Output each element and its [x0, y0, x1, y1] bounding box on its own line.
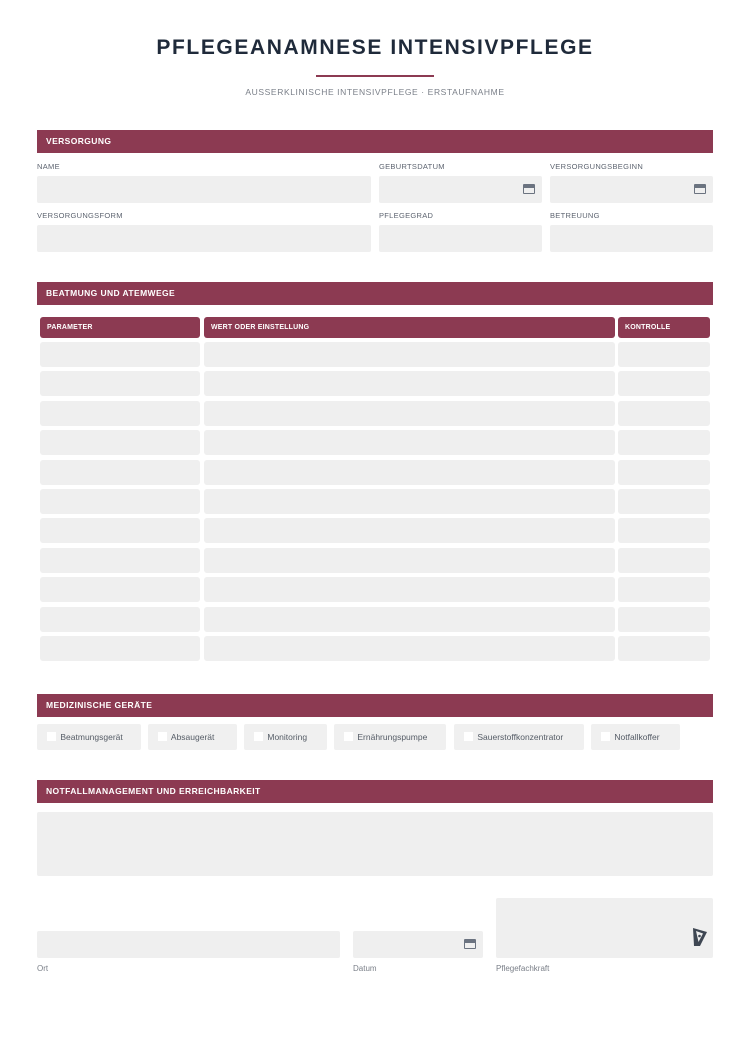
- cell-wert[interactable]: [204, 430, 615, 455]
- cell-parameter[interactable]: [40, 460, 200, 485]
- checkbox-label: Notfallkoffer: [614, 732, 660, 742]
- name-field[interactable]: [37, 176, 371, 203]
- geburtsdatum-label: GEBURTSDATUM: [379, 162, 445, 171]
- cell-wert[interactable]: [204, 607, 615, 632]
- cell-wert[interactable]: [204, 342, 615, 367]
- versorgungsbeginn-field[interactable]: [550, 176, 713, 203]
- datum-field[interactable]: [353, 931, 483, 958]
- checkbox-label: Monitoring: [267, 732, 308, 742]
- calendar-icon[interactable]: [464, 939, 476, 949]
- checkbox-label: Absaugerät: [170, 732, 215, 742]
- checkbox-box[interactable]: [158, 732, 167, 741]
- pflegegrad-field[interactable]: [379, 225, 542, 252]
- title-underline: [316, 75, 434, 77]
- cell-parameter[interactable]: [40, 430, 200, 455]
- checkbox-label: Ernährungspumpe: [357, 732, 428, 742]
- section-heading-beatmung: BEATMUNG UND ATEMWEGE: [37, 282, 713, 305]
- checkbox-ernaehrungspumpe[interactable]: [334, 724, 446, 750]
- checkbox-sauerstoffkonzentrator[interactable]: [454, 724, 584, 750]
- cell-parameter[interactable]: [40, 607, 200, 632]
- cell-kontrolle[interactable]: [618, 371, 710, 396]
- name-label: NAME: [37, 162, 60, 171]
- column-header-kontrolle: KONTROLLE: [618, 317, 710, 338]
- page-subtitle: AUSSERKLINISCHE INTENSIVPFLEGE · ERSTAUFNAHME: [245, 87, 505, 97]
- datum-label: Datum: [353, 964, 377, 973]
- cell-kontrolle[interactable]: [618, 489, 710, 514]
- ort-field[interactable]: [37, 931, 340, 958]
- cell-wert[interactable]: [204, 548, 615, 573]
- checkbox-label: Beatmungsgerät: [60, 732, 123, 742]
- column-header-parameter: PARAMETER: [40, 317, 200, 338]
- section-heading-versorgung: VERSORGUNG: [37, 130, 713, 153]
- versorgungsbeginn-label: VERSORGUNGSBEGINN: [550, 162, 644, 171]
- section-heading-geraete: MEDIZINISCHE GERÄTE: [37, 694, 713, 717]
- checkbox-beatmungsgeraet[interactable]: [37, 724, 141, 750]
- column-header-wert: WERT ODER EINSTELLUNG: [204, 317, 615, 338]
- cell-kontrolle[interactable]: [618, 518, 710, 543]
- calendar-icon[interactable]: [694, 184, 706, 194]
- cell-parameter[interactable]: [40, 401, 200, 426]
- cell-parameter[interactable]: [40, 342, 200, 367]
- cell-parameter[interactable]: [40, 489, 200, 514]
- pen-nib-icon: [691, 926, 709, 948]
- geburtsdatum-field[interactable]: [379, 176, 542, 203]
- cell-wert[interactable]: [204, 371, 615, 396]
- cell-kontrolle[interactable]: [618, 460, 710, 485]
- checkbox-notfallkoffer[interactable]: [591, 724, 680, 750]
- betreuung-label: BETREUUNG: [550, 211, 600, 220]
- cell-parameter[interactable]: [40, 636, 200, 661]
- checkbox-box[interactable]: [464, 732, 473, 741]
- cell-parameter[interactable]: [40, 518, 200, 543]
- checkbox-box[interactable]: [601, 732, 610, 741]
- cell-wert[interactable]: [204, 518, 615, 543]
- cell-wert[interactable]: [204, 401, 615, 426]
- section-heading-notfall: NOTFALLMANAGEMENT UND ERREICHBARKEIT: [37, 780, 713, 803]
- signature-field[interactable]: [496, 898, 713, 958]
- versorgungsform-field[interactable]: [37, 225, 371, 252]
- cell-wert[interactable]: [204, 460, 615, 485]
- cell-kontrolle[interactable]: [618, 401, 710, 426]
- checkbox-box[interactable]: [254, 732, 263, 741]
- calendar-icon[interactable]: [523, 184, 535, 194]
- versorgungsform-label: VERSORGUNGSFORM: [37, 211, 123, 220]
- cell-wert[interactable]: [204, 489, 615, 514]
- cell-parameter[interactable]: [40, 548, 200, 573]
- checkbox-box[interactable]: [344, 732, 353, 741]
- cell-parameter[interactable]: [40, 577, 200, 602]
- cell-kontrolle[interactable]: [618, 342, 710, 367]
- checkbox-label: Sauerstoffkonzentrator: [477, 732, 564, 742]
- checkbox-box[interactable]: [47, 732, 56, 741]
- pflegegrad-label: PFLEGEGRAD: [379, 211, 434, 220]
- betreuung-field[interactable]: [550, 225, 713, 252]
- cell-kontrolle[interactable]: [618, 548, 710, 573]
- cell-parameter[interactable]: [40, 371, 200, 396]
- cell-kontrolle[interactable]: [618, 430, 710, 455]
- checkbox-absaugeraet[interactable]: [148, 724, 237, 750]
- cell-kontrolle[interactable]: [618, 577, 710, 602]
- page-title: PFLEGEANAMNESE INTENSIVPFLEGE: [156, 36, 594, 59]
- cell-wert[interactable]: [204, 577, 615, 602]
- notfall-textarea[interactable]: [37, 812, 713, 876]
- ort-label: Ort: [37, 964, 49, 973]
- pflegefachkraft-label: Pflegefachkraft: [496, 964, 550, 973]
- checkbox-monitoring[interactable]: [244, 724, 327, 750]
- cell-kontrolle[interactable]: [618, 636, 710, 661]
- cell-kontrolle[interactable]: [618, 607, 710, 632]
- cell-wert[interactable]: [204, 636, 615, 661]
